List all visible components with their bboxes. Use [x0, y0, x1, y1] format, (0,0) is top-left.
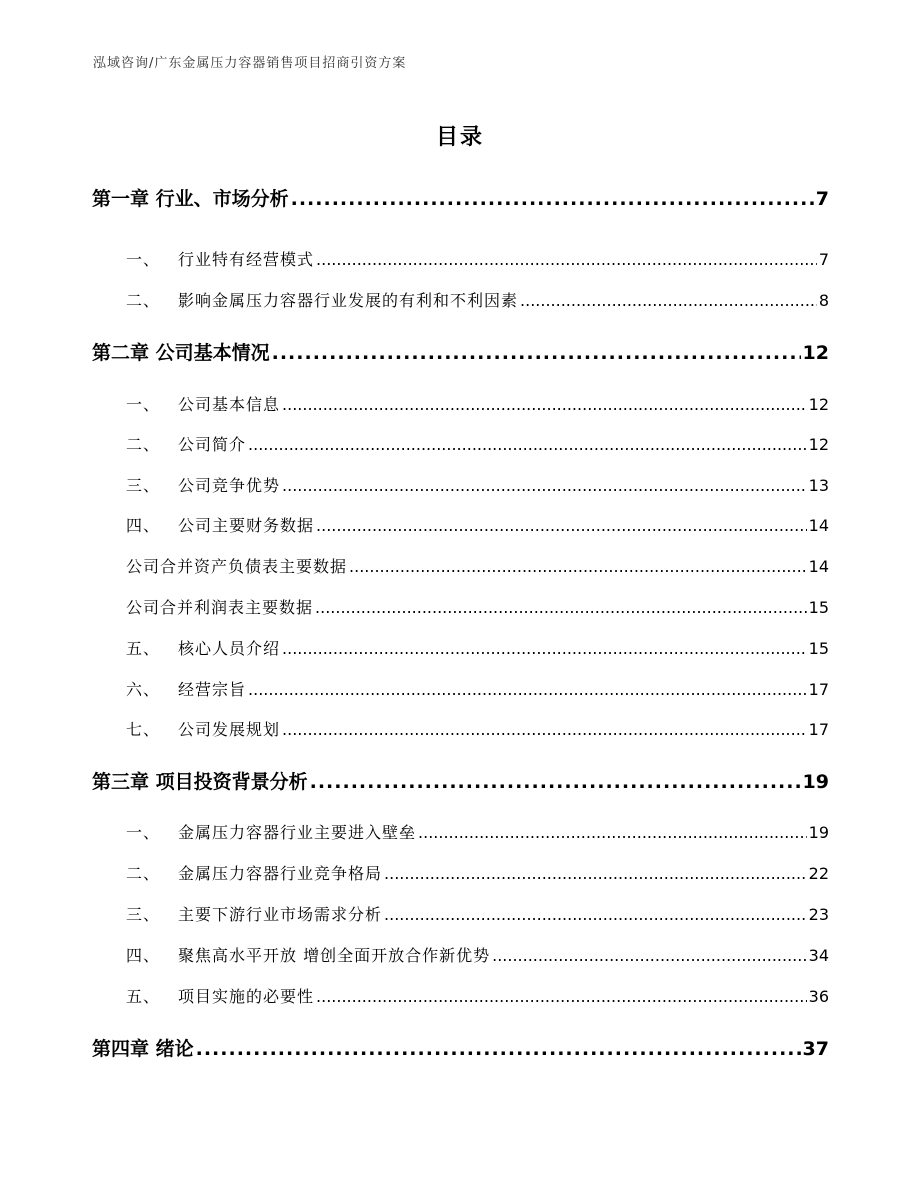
- toc-page-number: 34: [808, 946, 829, 965]
- toc-page-number: 19: [808, 823, 829, 842]
- toc-entry-title: 金属压力容器行业主要进入壁垒: [178, 823, 417, 842]
- dot-leader: [282, 639, 807, 658]
- dot-leader: [384, 864, 807, 883]
- toc-section-number: 七、: [126, 720, 161, 739]
- toc-chapter-entry[interactable]: [92, 338, 829, 365]
- dot-leader: [248, 435, 807, 454]
- toc-page-number: 15: [808, 598, 829, 617]
- toc-section-number: 四、: [126, 946, 161, 965]
- toc-section-entry[interactable]: [92, 636, 829, 659]
- toc-section-entry[interactable]: [92, 288, 829, 311]
- toc-page-number: 8: [818, 291, 829, 310]
- toc-entry-title: 公司简介: [178, 435, 247, 454]
- toc-section-entry[interactable]: [92, 677, 829, 700]
- dot-leader: [492, 946, 807, 965]
- toc-entry-title: 公司主要财务数据: [178, 516, 315, 535]
- toc-page-number: 7: [818, 250, 829, 269]
- toc-page-number: 14: [808, 557, 829, 576]
- toc-entry-title: 第一章 行业、市场分析: [92, 188, 289, 210]
- toc-page-number: 12: [808, 435, 829, 454]
- toc-entry-title: 第四章 绪论: [92, 1038, 194, 1060]
- toc-entry-title: 公司竞争优势: [178, 476, 281, 495]
- toc-entry-title: 项目实施的必要性: [178, 987, 315, 1006]
- toc-entry-title: 公司基本信息: [178, 395, 281, 414]
- toc-entry-title: 主要下游行业市场需求分析: [178, 905, 383, 924]
- toc-section-number: 六、: [126, 680, 161, 699]
- dot-leader: [248, 680, 807, 699]
- toc-entry-title: 第三章 项目投资背景分析: [92, 771, 308, 793]
- toc-section-entry[interactable]: [92, 432, 829, 455]
- header-rule: [90, 75, 830, 76]
- toc-page-number: 7: [815, 188, 829, 210]
- toc-entry-title: 第二章 公司基本情况: [92, 342, 270, 364]
- toc-entry-title: 影响金属压力容器行业发展的有利和不利因素: [178, 291, 519, 310]
- toc-chapter-entry[interactable]: [92, 767, 829, 794]
- toc-chapter-entry[interactable]: [92, 184, 829, 211]
- toc-section-number: 二、: [126, 291, 161, 310]
- toc-title: 目录: [435, 125, 484, 150]
- toc-section-number: 四、: [126, 516, 161, 535]
- dot-leader: [316, 987, 807, 1006]
- dot-leader: [384, 905, 807, 924]
- toc-section-number: 五、: [126, 987, 161, 1006]
- toc-section-number: 一、: [126, 250, 161, 269]
- toc-section-entry[interactable]: [92, 595, 829, 618]
- dot-leader: [316, 516, 807, 535]
- toc-section-entry[interactable]: [92, 861, 829, 884]
- dot-leader: [272, 342, 801, 364]
- toc-entry-title: 公司发展规划: [178, 720, 281, 739]
- toc-section-entry[interactable]: [92, 984, 829, 1007]
- toc-entry-title: 聚焦高水平开放 增创全面开放合作新优势: [178, 946, 491, 965]
- toc-entry-title: 公司合并利润表主要数据: [126, 598, 314, 617]
- dot-leader: [291, 188, 814, 210]
- toc-page-number: 19: [802, 771, 829, 793]
- toc-page-number: 15: [808, 639, 829, 658]
- toc-page-number: 14: [808, 516, 829, 535]
- toc-page-number: 12: [808, 395, 829, 414]
- toc-page-number: 17: [808, 720, 829, 739]
- toc-section-number: 二、: [126, 435, 161, 454]
- dot-leader: [418, 823, 807, 842]
- toc-section-entry[interactable]: [92, 247, 829, 270]
- toc-page-number: 17: [808, 680, 829, 699]
- toc-section-number: 三、: [126, 476, 161, 495]
- toc-chapter-entry[interactable]: [92, 1034, 829, 1061]
- toc-page-number: 23: [808, 905, 829, 924]
- dot-leader: [316, 250, 817, 269]
- dot-leader: [196, 1038, 801, 1060]
- toc-page-number: 12: [802, 342, 829, 364]
- running-header: 泓域咨询/广东金属压力容器销售项目招商引资方案: [93, 56, 407, 71]
- toc-section-entry[interactable]: [92, 820, 829, 843]
- dot-leader: [310, 771, 801, 793]
- toc-section-number: 三、: [126, 905, 161, 924]
- toc-page-number: 13: [808, 476, 829, 495]
- toc-section-number: 一、: [126, 395, 161, 414]
- toc-section-entry[interactable]: [92, 717, 829, 740]
- toc-section-entry[interactable]: [92, 554, 829, 577]
- toc-page-number: 22: [808, 864, 829, 883]
- toc-section-entry[interactable]: [92, 473, 829, 496]
- dot-leader: [520, 291, 817, 310]
- toc-entry-title: 经营宗旨: [178, 680, 247, 699]
- toc-section-number: 五、: [126, 639, 161, 658]
- toc-entry-title: 公司合并资产负债表主要数据: [126, 557, 348, 576]
- toc-entry-title: 行业特有经营模式: [178, 250, 315, 269]
- toc-section-number: 一、: [126, 823, 161, 842]
- toc-page-number: 36: [808, 987, 829, 1006]
- toc-section-entry[interactable]: [92, 943, 829, 966]
- dot-leader: [282, 395, 807, 414]
- dot-leader: [282, 476, 807, 495]
- toc-section-entry[interactable]: [92, 513, 829, 536]
- dot-leader: [282, 720, 807, 739]
- toc-page-number: 37: [802, 1038, 829, 1060]
- dot-leader: [349, 557, 807, 576]
- toc-section-entry[interactable]: [92, 902, 829, 925]
- toc-entry-title: 金属压力容器行业竞争格局: [178, 864, 383, 883]
- toc-entry-title: 核心人员介绍: [178, 639, 281, 658]
- toc-section-number: 二、: [126, 864, 161, 883]
- dot-leader: [315, 598, 807, 617]
- toc-section-entry[interactable]: [92, 392, 829, 415]
